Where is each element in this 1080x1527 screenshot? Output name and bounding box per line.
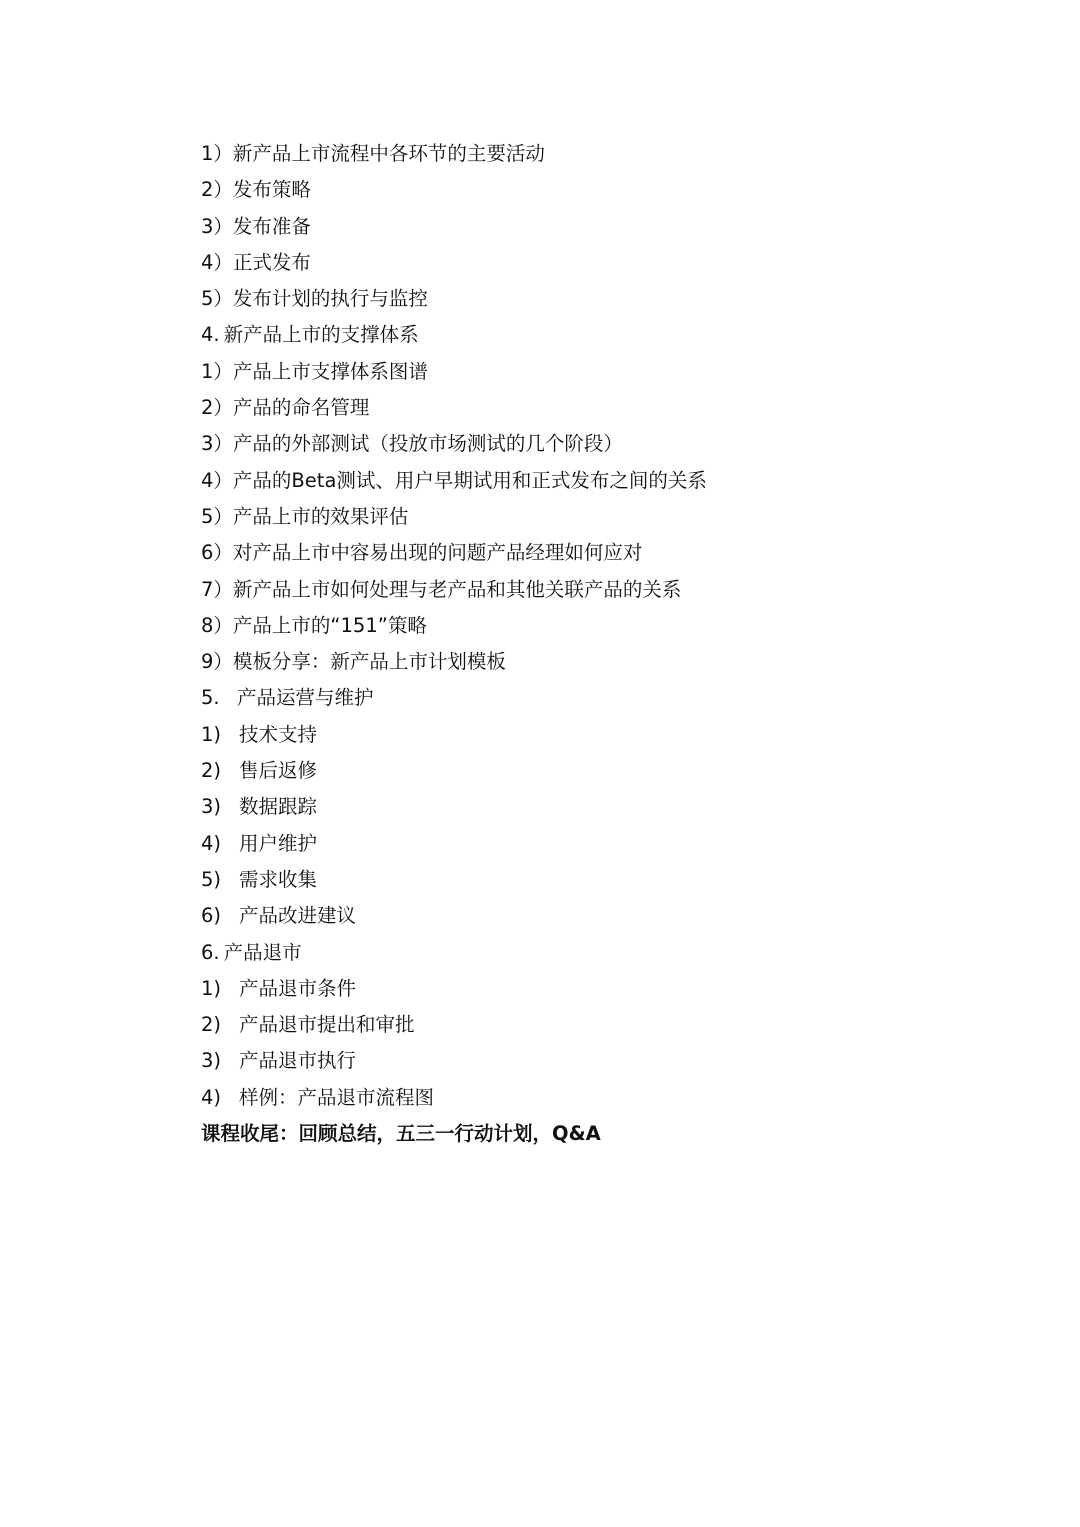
list-item	[201, 172, 901, 208]
item-number: 4）	[201, 468, 233, 492]
list-item	[201, 898, 901, 934]
item-number: 3）	[201, 214, 233, 238]
item-number: 1)	[201, 722, 222, 746]
item-number: 8）	[201, 613, 233, 637]
item-number: 3)	[201, 1049, 222, 1073]
item-number: 1)	[201, 976, 222, 1000]
item-text: 产品退市条件	[239, 976, 357, 1000]
item-text: 产品的Beta测试、用户早期试用和正式发布之间的关系	[232, 468, 707, 492]
item-number: 3)	[201, 795, 222, 819]
item-text: 发布计划的执行与监控	[232, 287, 428, 311]
item-number: 2）	[201, 178, 233, 202]
list-item	[201, 136, 901, 172]
item-text: 产品的外部测试（投放市场测试的几个阶段）	[232, 432, 623, 456]
item-text: 产品上市支撑体系图谱	[232, 359, 428, 383]
section-title: 产品退市	[223, 940, 302, 964]
section-number: 5.	[201, 686, 220, 710]
item-number: 4)	[201, 831, 222, 855]
list-item	[201, 572, 901, 608]
item-number: 6)	[201, 904, 222, 928]
item-text: 发布策略	[232, 178, 311, 202]
section-number: 6.	[201, 940, 220, 964]
item-text: 需求收集	[239, 867, 318, 891]
list-item	[201, 644, 901, 680]
list-item	[201, 608, 901, 644]
item-text: 产品上市的“151”策略	[232, 613, 427, 637]
list-item	[201, 971, 901, 1007]
list-item	[201, 1007, 901, 1043]
list-item	[201, 245, 901, 281]
item-text: 产品退市执行	[239, 1049, 357, 1073]
item-number: 4）	[201, 250, 233, 274]
item-number: 6）	[201, 541, 233, 565]
list-item	[201, 426, 901, 462]
item-number: 2)	[201, 1013, 222, 1037]
item-text: 产品改进建议	[239, 904, 357, 928]
section-heading	[201, 680, 901, 716]
section-title: 产品运营与维护	[237, 686, 374, 710]
item-number: 4)	[201, 1085, 222, 1109]
item-text: 产品上市的效果评估	[232, 504, 409, 528]
list-item	[201, 717, 901, 753]
section-number: 4.	[201, 323, 220, 347]
item-text: 新产品上市流程中各环节的主要活动	[232, 142, 545, 165]
item-number: 5）	[201, 504, 233, 528]
item-number: 3）	[201, 432, 233, 456]
item-text: 产品的命名管理	[232, 396, 370, 420]
list-item	[201, 826, 901, 862]
list-item	[201, 390, 901, 426]
item-number: 2）	[201, 396, 233, 420]
outline-list	[201, 136, 901, 1152]
item-text: 发布准备	[232, 214, 311, 238]
list-item	[201, 1080, 901, 1116]
course-closing-line: 课程收尾：回顾总结，五三一行动计划，Q&A	[201, 1122, 601, 1146]
item-text: 模板分享：新产品上市计划模板	[232, 650, 506, 674]
item-number: 9）	[201, 650, 233, 674]
section-heading	[201, 935, 901, 971]
item-text: 售后返修	[239, 759, 318, 783]
item-number: 2)	[201, 759, 222, 783]
list-item	[201, 753, 901, 789]
item-text: 新产品上市如何处理与老产品和其他关联产品的关系	[232, 577, 682, 601]
item-number: 7）	[201, 577, 233, 601]
item-text: 数据跟踪	[239, 795, 318, 819]
item-text: 对产品上市中容易出现的问题产品经理如何应对	[232, 541, 643, 565]
item-number: 1）	[201, 359, 233, 383]
item-text: 样例：产品退市流程图	[239, 1085, 435, 1109]
item-text: 用户维护	[239, 831, 318, 855]
list-item	[201, 354, 901, 390]
list-item	[201, 499, 901, 535]
item-number: 1）	[201, 142, 233, 165]
list-item	[201, 862, 901, 898]
list-item	[201, 463, 901, 499]
item-text: 正式发布	[232, 250, 311, 274]
item-text: 技术支持	[239, 722, 318, 746]
list-item	[201, 789, 901, 825]
item-text: 产品退市提出和审批	[239, 1013, 415, 1037]
list-item	[201, 535, 901, 571]
section-heading	[201, 317, 901, 353]
list-item	[201, 281, 901, 317]
list-item	[201, 209, 901, 245]
item-number: 5)	[201, 867, 222, 891]
item-number: 5）	[201, 287, 233, 311]
section-title: 新产品上市的支撑体系	[223, 323, 419, 347]
list-item	[201, 1043, 901, 1079]
